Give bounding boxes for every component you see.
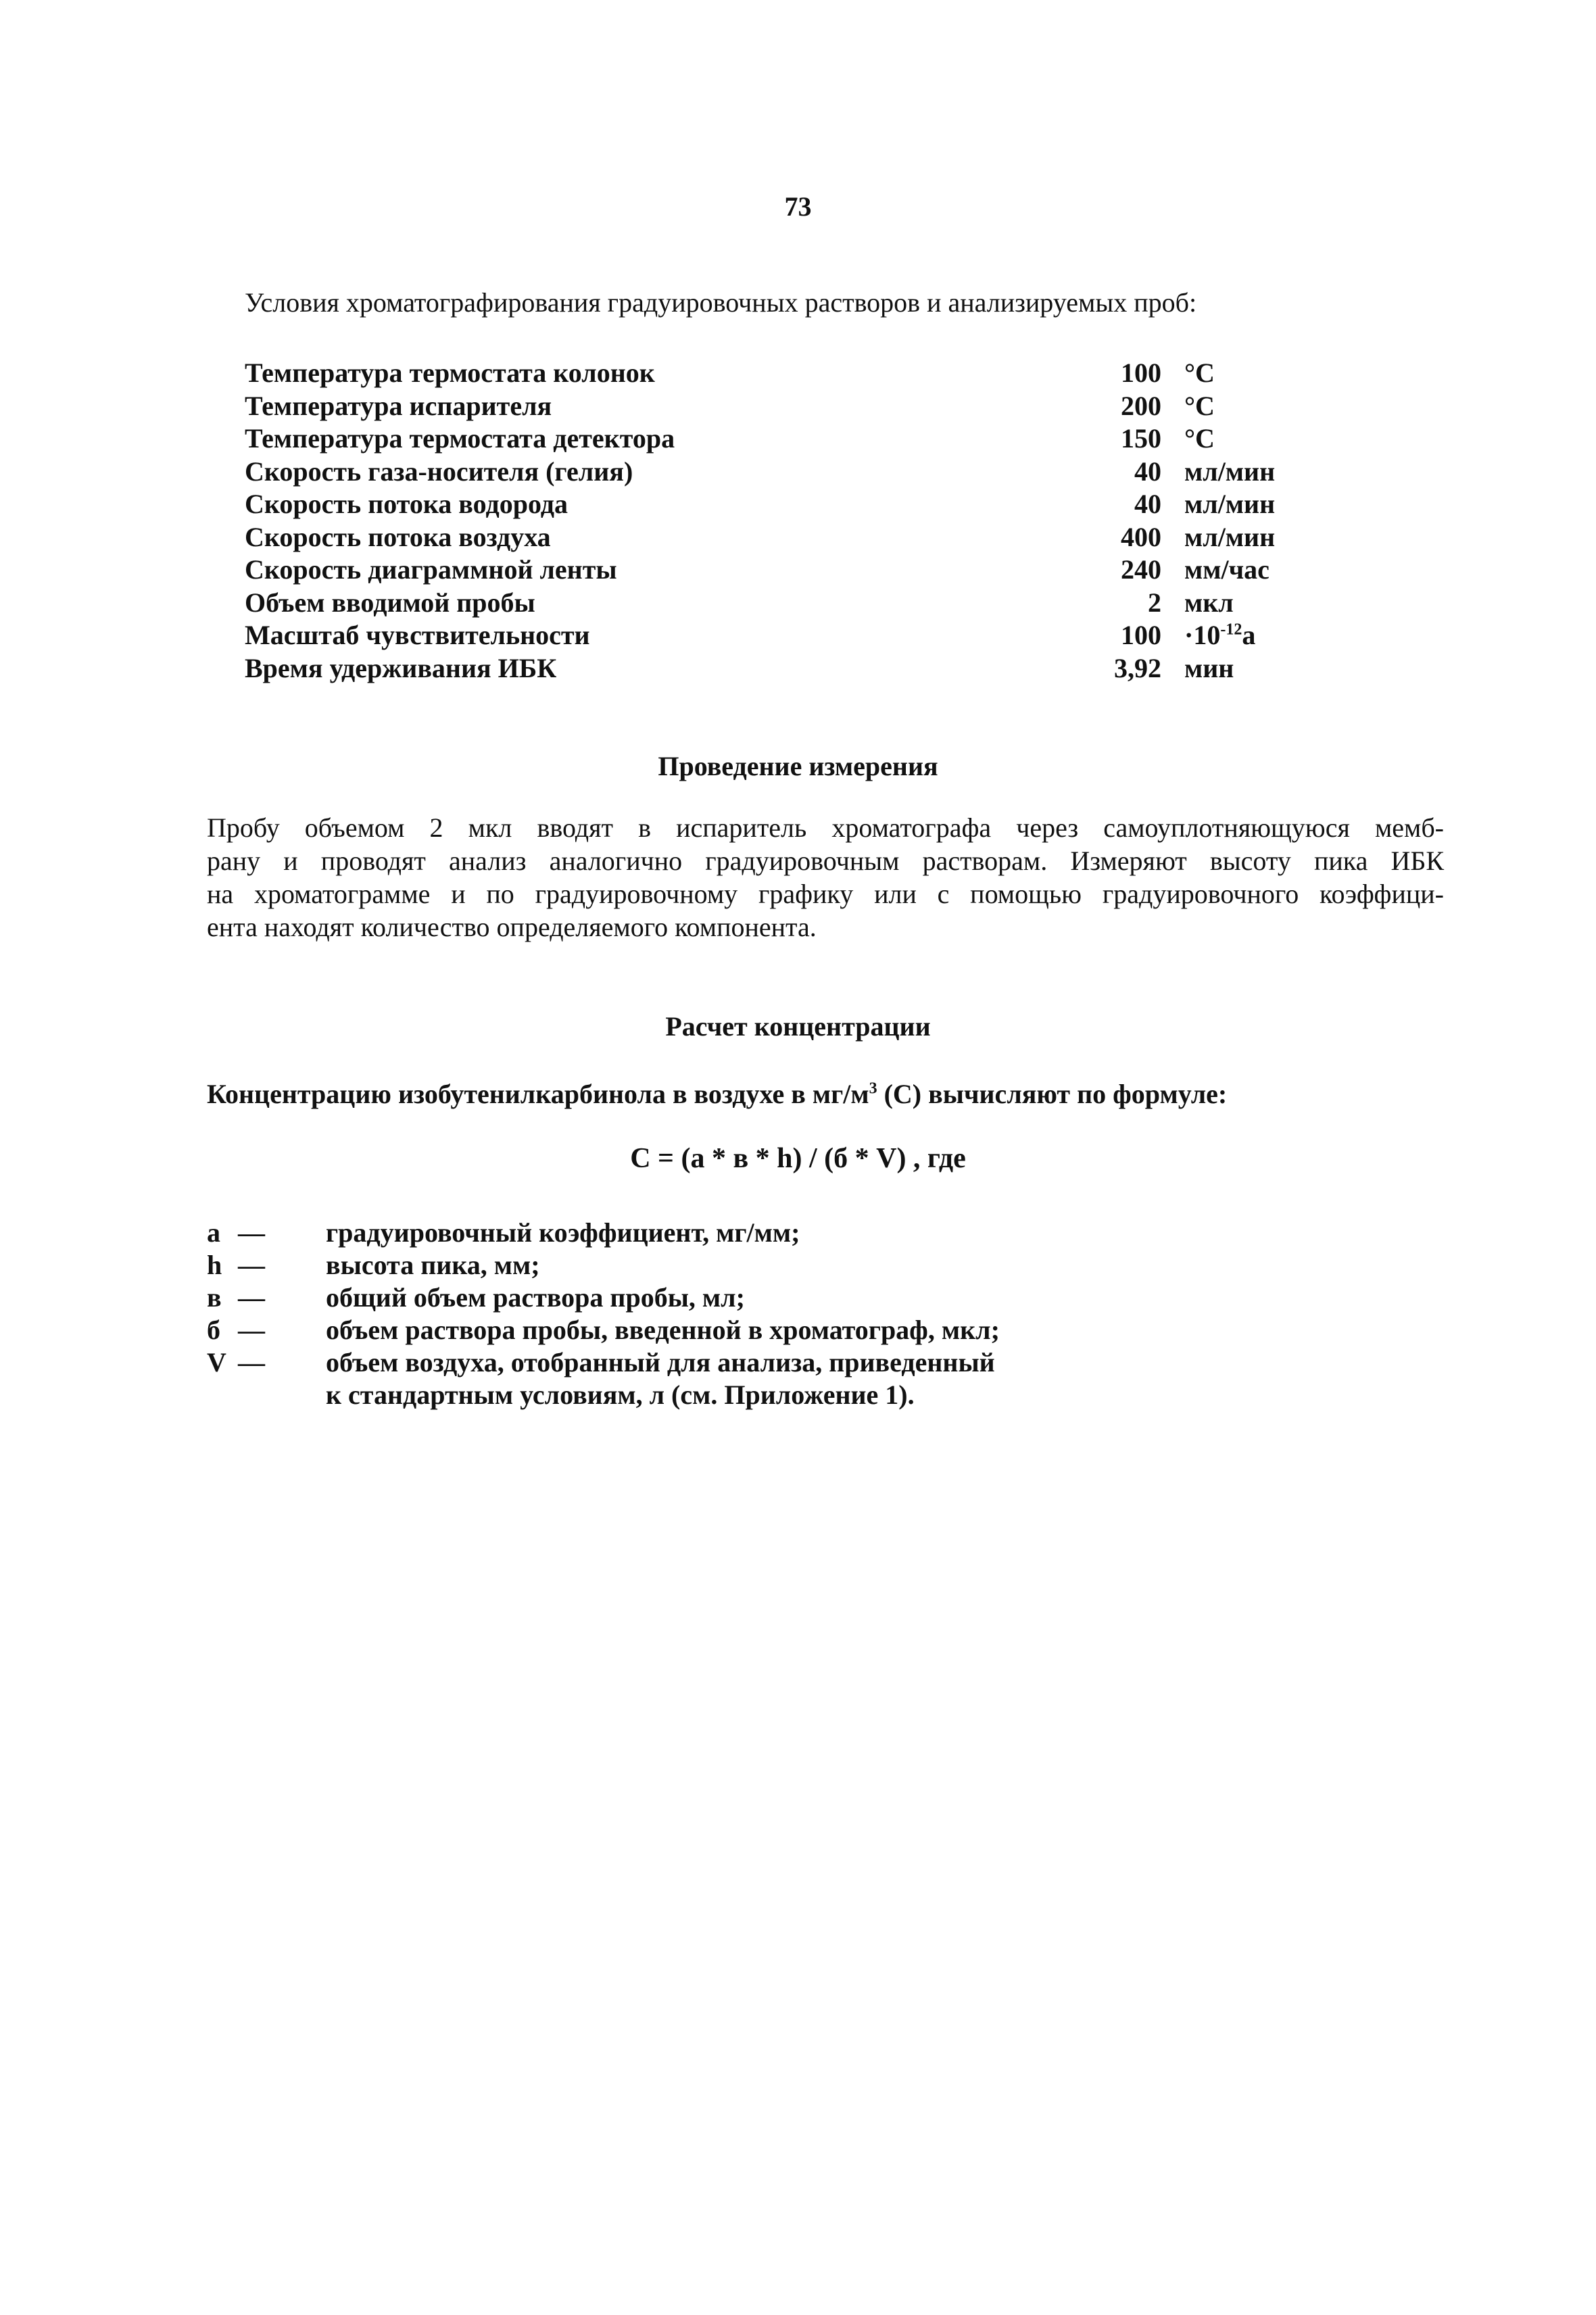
parameter-value: 240 [1121, 554, 1161, 585]
parameter-unit: мл/мин [1184, 521, 1276, 552]
page-number: 73 [784, 191, 812, 222]
definition-text: объем воздуха, отобранный для анализа, приведенный [326, 1347, 995, 1378]
parameter-unit: мм/час [1184, 554, 1269, 585]
paragraph-line: рану и проводят анализ аналогично градуировочным растворам. Измеряют высоту пика ИБК [207, 846, 1444, 876]
unit-exponent: -12 [1220, 620, 1242, 639]
measurement-paragraph [207, 811, 1444, 944]
parameter-unit [1184, 619, 1255, 651]
paragraph-line: Пробу объемом 2 мкл вводят в испаритель хроматографа через самоуплотняющуюся мемб- [207, 812, 1444, 843]
parameter-value: 100 [1121, 358, 1161, 388]
definition-symbol: а [207, 1217, 220, 1248]
parameter-name: Температура испарителя [245, 390, 552, 421]
definition-symbol: V [207, 1347, 226, 1378]
formula-intro-exponent: 3 [869, 1079, 877, 1098]
parameter-name: Температура термостата детектора [245, 423, 675, 454]
parameter-name: Объем вводимой пробы [245, 587, 535, 618]
parameter-name: Температура термостата колонок [245, 358, 655, 388]
definition-symbol: h [207, 1250, 222, 1280]
definition-row [207, 1282, 1424, 1314]
parameter-row [245, 357, 1272, 390]
conditions-intro: Условия хроматографирования градуировочных растворов и анализируемых проб: [245, 287, 1197, 318]
definition-dash: — [238, 1315, 265, 1345]
parameter-unit: мл/мин [1184, 489, 1276, 519]
parameter-name: Скорость диаграммной ленты [245, 554, 617, 585]
parameter-row [245, 456, 1276, 489]
definition-symbol: в [207, 1282, 222, 1313]
definition-row [207, 1314, 1424, 1346]
parameter-value: 40 [1134, 456, 1161, 487]
parameter-name: Время удерживания ИБК [245, 652, 557, 683]
definition-text: к стандартным условиям, л (см. Приложение 1). [326, 1380, 915, 1410]
parameter-row [245, 422, 1272, 456]
definitions-list [207, 1217, 1424, 1411]
measurement-heading: Проведение измерения [658, 751, 938, 781]
parameter-row [245, 488, 1276, 521]
parameter-name: Скорость газа-носителя (гелия) [245, 456, 633, 487]
definition-symbol: б [207, 1315, 220, 1345]
parameter-value: 400 [1121, 521, 1161, 552]
formula-intro-text: Концентрацию изобутенилкарбинола в воздухе в мг/м [207, 1079, 869, 1109]
parameter-value: 100 [1121, 620, 1161, 650]
definition-text: высота пика, мм; [326, 1250, 540, 1280]
definition-row [207, 1249, 1424, 1282]
parameter-value: 40 [1134, 489, 1161, 519]
formula-intro-tail: (С) вычисляют по формуле: [877, 1079, 1228, 1109]
parameter-unit: мкл [1184, 587, 1234, 618]
definition-row [207, 1379, 1424, 1411]
parameter-row [245, 652, 1272, 685]
unit-suffix: а [1242, 620, 1256, 650]
unit-prefix: ·10 [1184, 620, 1221, 650]
parameter-unit: °C [1184, 423, 1215, 454]
formula-intro [207, 1078, 1444, 1110]
parameter-name: Масштаб чувствительности [245, 620, 590, 650]
definition-row [207, 1217, 1424, 1249]
parameter-value: 2 [1148, 587, 1161, 618]
parameter-name: Скорость потока воздуха [245, 521, 551, 552]
parameter-unit: мл/мин [1184, 456, 1276, 487]
paragraph-line: ента находят количество определяемого компонента. [207, 912, 817, 942]
definition-dash: — [238, 1250, 265, 1280]
definition-dash: — [238, 1217, 265, 1248]
definition-dash: — [238, 1347, 265, 1378]
parameter-value: 150 [1121, 423, 1161, 454]
definition-text: градуировочный коэффициент, мг/мм; [326, 1217, 800, 1248]
parameter-row [245, 554, 1272, 587]
parameters-table [245, 357, 1276, 685]
parameter-value: 200 [1121, 390, 1161, 421]
paragraph-line: на хроматограмме и по градуировочному графику или с помощью градуировочного коэффици- [207, 879, 1444, 909]
definition-text: объем раствора пробы, введенной в хроматограф, мкл; [326, 1315, 1000, 1345]
parameter-unit: °C [1184, 390, 1215, 421]
parameter-row [245, 619, 1272, 652]
parameter-name: Скорость потока водорода [245, 489, 569, 519]
definition-row [207, 1346, 1424, 1379]
parameter-unit: мин [1184, 652, 1234, 683]
definition-text: общий объем раствора пробы, мл; [326, 1282, 745, 1313]
formula: С = (а * в * h) / (б * V) , где [630, 1143, 966, 1174]
parameter-row [245, 587, 1272, 620]
parameter-value: 3,92 [1114, 652, 1161, 683]
calculation-heading: Расчет концентрации [665, 1011, 931, 1042]
definition-dash: — [238, 1282, 265, 1313]
parameter-row [245, 521, 1276, 554]
parameter-row [245, 390, 1272, 423]
parameter-unit: °C [1184, 358, 1215, 388]
